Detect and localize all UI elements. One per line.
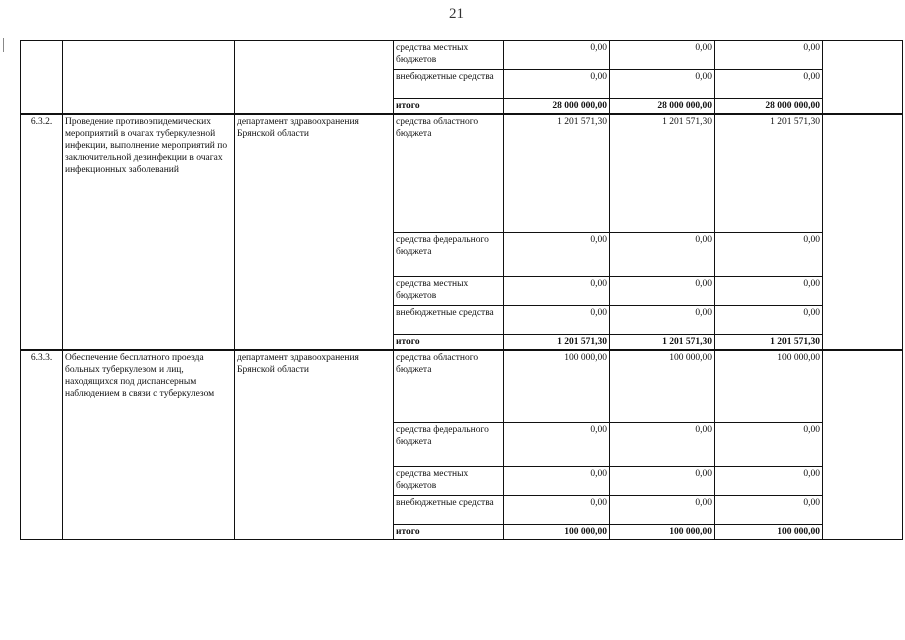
- total-value: 1 201 571,30: [504, 334, 610, 350]
- executor-cell: департамент здравоохранения Брянской области: [235, 350, 394, 540]
- value-cell: 0,00: [610, 496, 715, 525]
- value-cell: 0,00: [610, 41, 715, 70]
- total-value: 28 000 000,00: [715, 99, 823, 115]
- table-row: [21, 114, 903, 232]
- value-cell: 0,00: [504, 70, 610, 99]
- total-value: 28 000 000,00: [504, 99, 610, 115]
- source-cell: средства местных бюджетов: [394, 276, 504, 305]
- total-value: 28 000 000,00: [610, 99, 715, 115]
- source-cell: средства местных бюджетов: [394, 41, 504, 70]
- value-cell: 100 000,00: [715, 350, 823, 423]
- total-value: 100 000,00: [715, 525, 823, 540]
- executor-cell: департамент здравоохранения Брянской области: [235, 114, 394, 350]
- value-cell: 1 201 571,30: [715, 114, 823, 232]
- value-cell: 0,00: [504, 467, 610, 496]
- value-cell: 100 000,00: [504, 350, 610, 423]
- value-cell: 0,00: [715, 496, 823, 525]
- value-cell: 0,00: [504, 496, 610, 525]
- total-label: итого: [394, 334, 504, 350]
- total-value: 100 000,00: [610, 525, 715, 540]
- table-row: [21, 41, 903, 70]
- extra-cell: [823, 41, 903, 115]
- table-row: [21, 350, 903, 423]
- value-cell: 0,00: [715, 70, 823, 99]
- value-cell: 0,00: [610, 232, 715, 276]
- margin-mark: [3, 38, 4, 52]
- description-cell: Проведение противоэпидемических мероприятий в очагах туберкулезной инфекции, выполнение мероприятий по заключительной дезинфекции в очагах инфекционных заболеваний: [63, 114, 235, 350]
- code-cell: 6.3.3.: [21, 350, 63, 540]
- value-cell: 0,00: [715, 467, 823, 496]
- source-cell: внебюджетные средства: [394, 305, 504, 334]
- budget-table: [20, 40, 903, 540]
- source-cell: внебюджетные средства: [394, 496, 504, 525]
- source-cell: средства федерального бюджета: [394, 232, 504, 276]
- total-value: 100 000,00: [504, 525, 610, 540]
- value-cell: 0,00: [504, 305, 610, 334]
- value-cell: 0,00: [504, 276, 610, 305]
- source-cell: средства местных бюджетов: [394, 467, 504, 496]
- value-cell: 0,00: [504, 423, 610, 467]
- extra-cell: [823, 114, 903, 350]
- source-cell: средства федерального бюджета: [394, 423, 504, 467]
- value-cell: 0,00: [715, 276, 823, 305]
- total-label: итого: [394, 525, 504, 540]
- source-cell: внебюджетные средства: [394, 70, 504, 99]
- description-cell: [63, 41, 235, 115]
- value-cell: 0,00: [610, 70, 715, 99]
- value-cell: 0,00: [610, 305, 715, 334]
- value-cell: 0,00: [715, 232, 823, 276]
- source-cell: средства областного бюджета: [394, 114, 504, 232]
- value-cell: 0,00: [715, 423, 823, 467]
- value-cell: 0,00: [504, 41, 610, 70]
- value-cell: 1 201 571,30: [504, 114, 610, 232]
- executor-cell: [235, 41, 394, 115]
- description-cell: Обеспечение бесплатного проезда больных туберкулезом и лиц, находящихся под диспансерным наблюдением в связи с туберкулезом: [63, 350, 235, 540]
- value-cell: 0,00: [610, 276, 715, 305]
- value-cell: 100 000,00: [610, 350, 715, 423]
- value-cell: 0,00: [504, 232, 610, 276]
- value-cell: 0,00: [610, 423, 715, 467]
- total-label: итого: [394, 99, 504, 115]
- value-cell: 1 201 571,30: [610, 114, 715, 232]
- extra-cell: [823, 350, 903, 540]
- page-number: 21: [449, 6, 464, 22]
- total-value: 1 201 571,30: [610, 334, 715, 350]
- value-cell: 0,00: [715, 305, 823, 334]
- code-cell: [21, 41, 63, 115]
- total-value: 1 201 571,30: [715, 334, 823, 350]
- value-cell: 0,00: [610, 467, 715, 496]
- value-cell: 0,00: [715, 41, 823, 70]
- code-cell: 6.3.2.: [21, 114, 63, 350]
- source-cell: средства областного бюджета: [394, 350, 504, 423]
